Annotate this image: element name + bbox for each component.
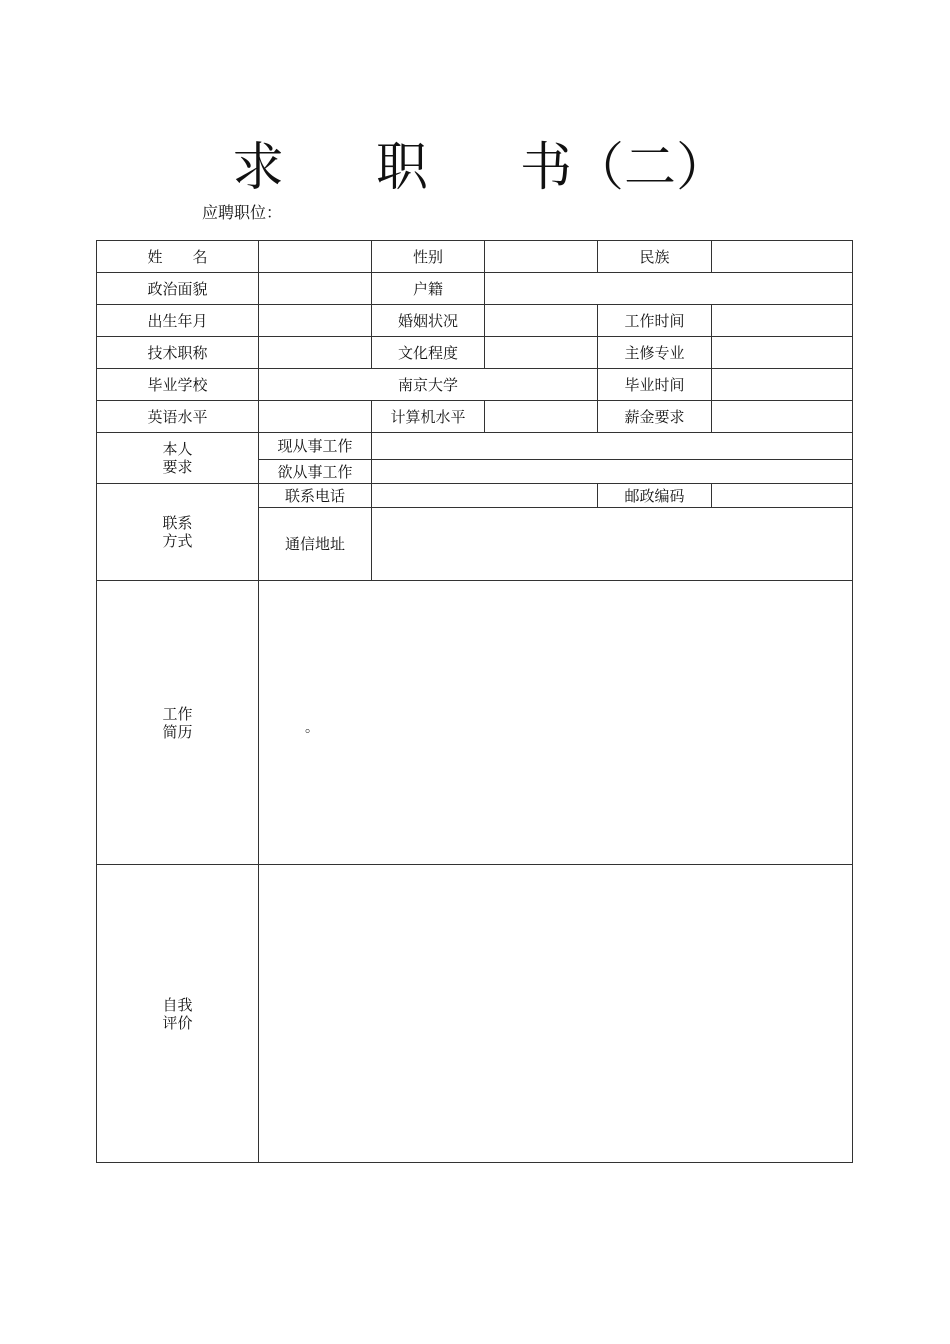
field-name[interactable] bbox=[259, 241, 372, 273]
field-desired-job[interactable] bbox=[372, 460, 853, 484]
label-gender: 性别 bbox=[372, 241, 485, 273]
label-contact-line2: 方式 bbox=[162, 532, 193, 550]
field-work-time[interactable] bbox=[712, 305, 853, 337]
field-political-status[interactable] bbox=[259, 273, 372, 305]
title-char-3: 书（二） bbox=[520, 138, 729, 198]
label-work-history-line2: 简历 bbox=[162, 722, 193, 741]
label-self-evaluation-line2: 评价 bbox=[162, 1013, 193, 1032]
label-ethnicity: 民族 bbox=[598, 241, 712, 273]
resume-form-table bbox=[96, 240, 853, 1163]
label-english-level: 英语水平 bbox=[97, 401, 259, 433]
title-char-1: 求 bbox=[232, 138, 285, 198]
field-household[interactable] bbox=[485, 273, 853, 305]
label-contact-line1: 联系 bbox=[162, 514, 193, 532]
label-title-rank: 技术职称 bbox=[97, 337, 259, 369]
field-education-level[interactable] bbox=[485, 337, 598, 369]
field-birth-date[interactable] bbox=[259, 305, 372, 337]
label-political-status: 政治面貌 bbox=[97, 273, 259, 305]
label-desired-job: 欲从事工作 bbox=[259, 460, 372, 484]
field-graduation-time[interactable] bbox=[712, 369, 853, 401]
field-gender[interactable] bbox=[485, 241, 598, 273]
title-char-2: 职 bbox=[376, 138, 429, 198]
label-postal-code: 邮政编码 bbox=[598, 484, 712, 508]
label-self-evaluation-line1: 自我 bbox=[162, 995, 193, 1014]
work-history-mark: 。 bbox=[305, 720, 319, 736]
field-address[interactable] bbox=[372, 508, 853, 581]
label-household: 户籍 bbox=[372, 273, 485, 305]
label-work-history bbox=[97, 581, 259, 865]
field-self-evaluation[interactable] bbox=[259, 865, 853, 1163]
label-school: 毕业学校 bbox=[97, 369, 259, 401]
label-personal-requirements-line2: 要求 bbox=[162, 458, 193, 476]
field-english-level[interactable] bbox=[259, 401, 372, 433]
label-work-history-line1: 工作 bbox=[162, 704, 193, 723]
label-personal-requirements bbox=[97, 433, 259, 484]
field-school[interactable]: 南京大学 bbox=[259, 369, 598, 401]
field-computer-level[interactable] bbox=[485, 401, 598, 433]
label-marital-status: 婚姻状况 bbox=[372, 305, 485, 337]
position-label: 应聘职位： bbox=[202, 203, 283, 222]
label-salary-request: 薪金要求 bbox=[598, 401, 712, 433]
label-contact bbox=[97, 484, 259, 581]
field-title-rank[interactable] bbox=[259, 337, 372, 369]
label-current-job: 现从事工作 bbox=[259, 433, 372, 460]
field-major[interactable] bbox=[712, 337, 853, 369]
label-computer-level: 计算机水平 bbox=[372, 401, 485, 433]
label-phone: 联系电话 bbox=[259, 484, 372, 508]
label-graduation-time: 毕业时间 bbox=[598, 369, 712, 401]
field-phone[interactable] bbox=[372, 484, 598, 508]
label-address: 通信地址 bbox=[259, 508, 372, 581]
field-salary-request[interactable] bbox=[712, 401, 853, 433]
field-work-history[interactable] bbox=[259, 581, 853, 865]
label-major: 主修专业 bbox=[598, 337, 712, 369]
label-name: 姓 名 bbox=[97, 241, 259, 273]
label-education-level: 文化程度 bbox=[372, 337, 485, 369]
field-postal-code[interactable] bbox=[712, 484, 853, 508]
page-title bbox=[0, 128, 950, 208]
field-marital-status[interactable] bbox=[485, 305, 598, 337]
field-current-job[interactable] bbox=[372, 433, 853, 460]
field-ethnicity[interactable] bbox=[712, 241, 853, 273]
label-work-time: 工作时间 bbox=[598, 305, 712, 337]
label-personal-requirements-line1: 本人 bbox=[162, 440, 193, 458]
label-birth-date: 出生年月 bbox=[97, 305, 259, 337]
label-self-evaluation bbox=[97, 865, 259, 1163]
